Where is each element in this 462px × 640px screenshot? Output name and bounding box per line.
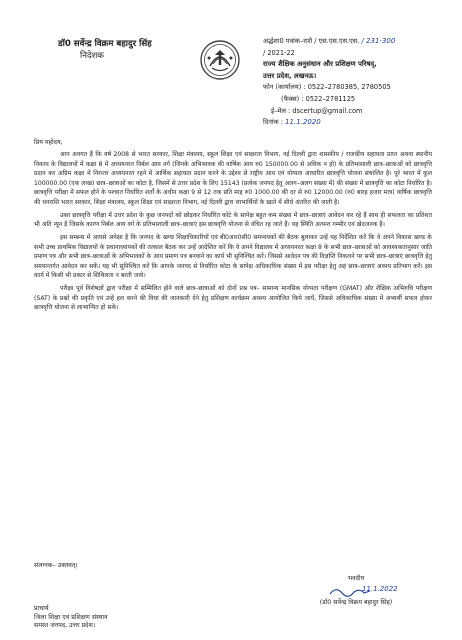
signature-date-handwritten: 11.1.2022 (362, 585, 398, 593)
sender-block (58, 38, 152, 62)
date-handwritten: 11.1.2020 (285, 118, 321, 127)
organization-address: उत्तर प्रदेश, लखनऊ। (263, 71, 317, 80)
office-details (263, 36, 395, 129)
closing-regards: भवदीय (347, 575, 365, 582)
signature (296, 584, 416, 598)
letter-year: / 2021-22 (263, 48, 295, 57)
salutation: प्रिय महोदय, (34, 139, 63, 146)
up-government-emblem (196, 38, 244, 82)
paragraph-2: उक्त छात्रवृत्ति परीक्षा में उत्तर प्रदेश के कुछ जनपदों को छोड़कर निर्धारित कोटे के सापेक्ष बहुत कम संख्या में छात्र–छात्राएं आवेदन कर रहे हैं साथ ही सफलता का प्रतिशत भी अति न्यून है जिसके कारण निर्बल आय वर्ग के प्रतिभाशाली छात्र–छात्राएं इस छात्रवृत्ति योजना से वंचित रह जाते हैं। यह स्थिति अत्यन्त गम्भीर एवं खेदजनक है। (34, 211, 432, 228)
letter-number-handwritten: / 231-300 (361, 37, 396, 45)
date-label: दिनांक : (263, 118, 283, 127)
enclosure-note: संलग्नक– उक्तवत्। (34, 562, 78, 569)
signature-block (296, 574, 416, 608)
recipient-location: समस्त जनपद, उत्तर प्रदेश। (34, 622, 96, 630)
letter-body (34, 150, 432, 316)
fax-line: (फैक्स) : 0522–2781125 (281, 94, 356, 103)
paragraph-3: इस सम्बन्ध में आपसे अपेक्षा है कि जनपद के खण्ड शिक्षाधिकारियों एवं बी0आर0सी0 समन्वयकों की बैठक बुलाकर उन्हें यह निर्देशित करें कि वे अपने विकास खण्ड के सभी उच्च प्राथमिक विद्यालयों के प्रधानाध्यापकों की तत्काल बैठक कर उन्हें आदेशित करें कि वे अपने विद्यालय में अध्ययनरत कक्षा 8 के सभी छात्र–छात्राओं को आवश्यकतानुसार जाति प्रमाण पत्र और सभी छात्र–छात्राओं के अभिभावकों के आय प्रमाण पत्र बनवाने का कार्य भी सुनिश्चित करें। जिससे आवेदन पत्र की विज्ञप्ति निकलने पर सभी छात्र–छात्राएं छात्रवृत्ति हेतु समयान्तर्गत आवेदन कर सकें। यह भी सुनिश्चित करें कि आपके जनपद से निर्धारित कोटा के सापेक्ष अधिकाधिक संख्या में इस परीक्षा हेतु अहं छात्र–छात्राएं अवश्य प्रतिभाग करें। इस कार्य में किसी भी प्रकार से शिथिलता न बरती जाये। (34, 234, 432, 279)
recipient-block (34, 605, 108, 631)
sender-designation: निदेशक (80, 51, 105, 61)
sender-name: डॉ0 सर्वेन्द्र विक्रम बहादुर सिंह (58, 39, 152, 49)
email-line: ई–मेल : dscertup@gmail.com (271, 106, 363, 115)
paragraph-4: परीक्षा पूर्व विशेषज्ञों द्वारा परीक्षा में सम्मिलित होने वाले छात्र–छात्राओं को दोनों प्रश्न पत्र– सामान्य मानसिक योग्यता परीक्षण (GMAT) और शैक्षिक अभिरुचि परीक्षण (SAT) के प्रश्नों की प्रकृति एवं उन्हें हल करने की विधा की जानकारी देने हेतु प्रशिक्षण कार्यक्रम अवश्य आयोजित किये जायें, जिससे अधिकाधिक संख्या में अभ्यर्थी सफल होकर छात्रवृत्ति योजना से लाभान्वित हो सकें। (34, 285, 432, 311)
signatory-name: (डॉ0 सर्वेन्द्र विक्रम बहादुर सिंह) (319, 599, 393, 606)
phone-line: फोन (कार्यालय) : 0522–2780385, 2780505 (263, 83, 391, 92)
recipient-title: प्राचार्य (34, 605, 49, 612)
recipient-office: जिला शिक्षा एवं प्रशिक्षण संस्थान (34, 613, 108, 621)
paragraph-1: आप अवगत हैं कि वर्ष 2008 से भारत सरकार, शिक्षा मंत्रालय, स्कूल शिक्षा एवं साक्षरता विभाग, नई दिल्ली द्वारा शासकीय / राजकीय सहायता प्राप्त अथवा स्थानीय निकाय के विद्यालयों में कक्षा 8 में अध्ययनरत निर्बल आय वर्ग (जिनके अभिभावक की वार्षिक आय रु0 150000.00 से अधिक न हो) के प्रतिभाशाली छात्र–छात्राओं को छात्रवृत्ति प्रदान कर अग्रिम कक्षा में निरन्तर अध्ययनरत रहने में आर्थिक सहायता प्रदान करने के उद्देश्य से राष्ट्रीय आय एवं योग्यता आधारित छात्रवृत्ति योजना संचालित है। पूरे भारत में कुल 100000.00 (एक लाख) छात्र–छात्राओं का कोटा है, जिसमें से उत्तर प्रदेश के लिए 15143 (प्रत्येक जनपद हेतु अलग–अलग संख्या में) की संख्या में छात्रवृत्ति का कोटा निर्धारित है। छात्रवृत्ति परीक्षा में सफल होने के पश्चात निर्धारित शर्तों के अधीन कक्षा 9 से 12 तक प्रति माह रु0 1000.00 की दर से रु0 12000.00 (रु0 बारह हजार मात्र) वार्षिक छात्रवृत्ति की धनराशि भारत सरकार, शिक्षा मंत्रालय, स्कूल शिक्षा एवं साक्षरता विभाग, नई दिल्ली द्वारा लाभार्थियों के खाते में सीधे अंतरित की जाती है। (34, 151, 432, 206)
letter-number: अर्द्धशा0 पत्रांक–राशै / एस.एस.एस.एस. (263, 37, 360, 45)
organization-name: राज्य शैक्षिक अनुसंधान और प्रशिक्षण परिषद्, (263, 60, 377, 69)
